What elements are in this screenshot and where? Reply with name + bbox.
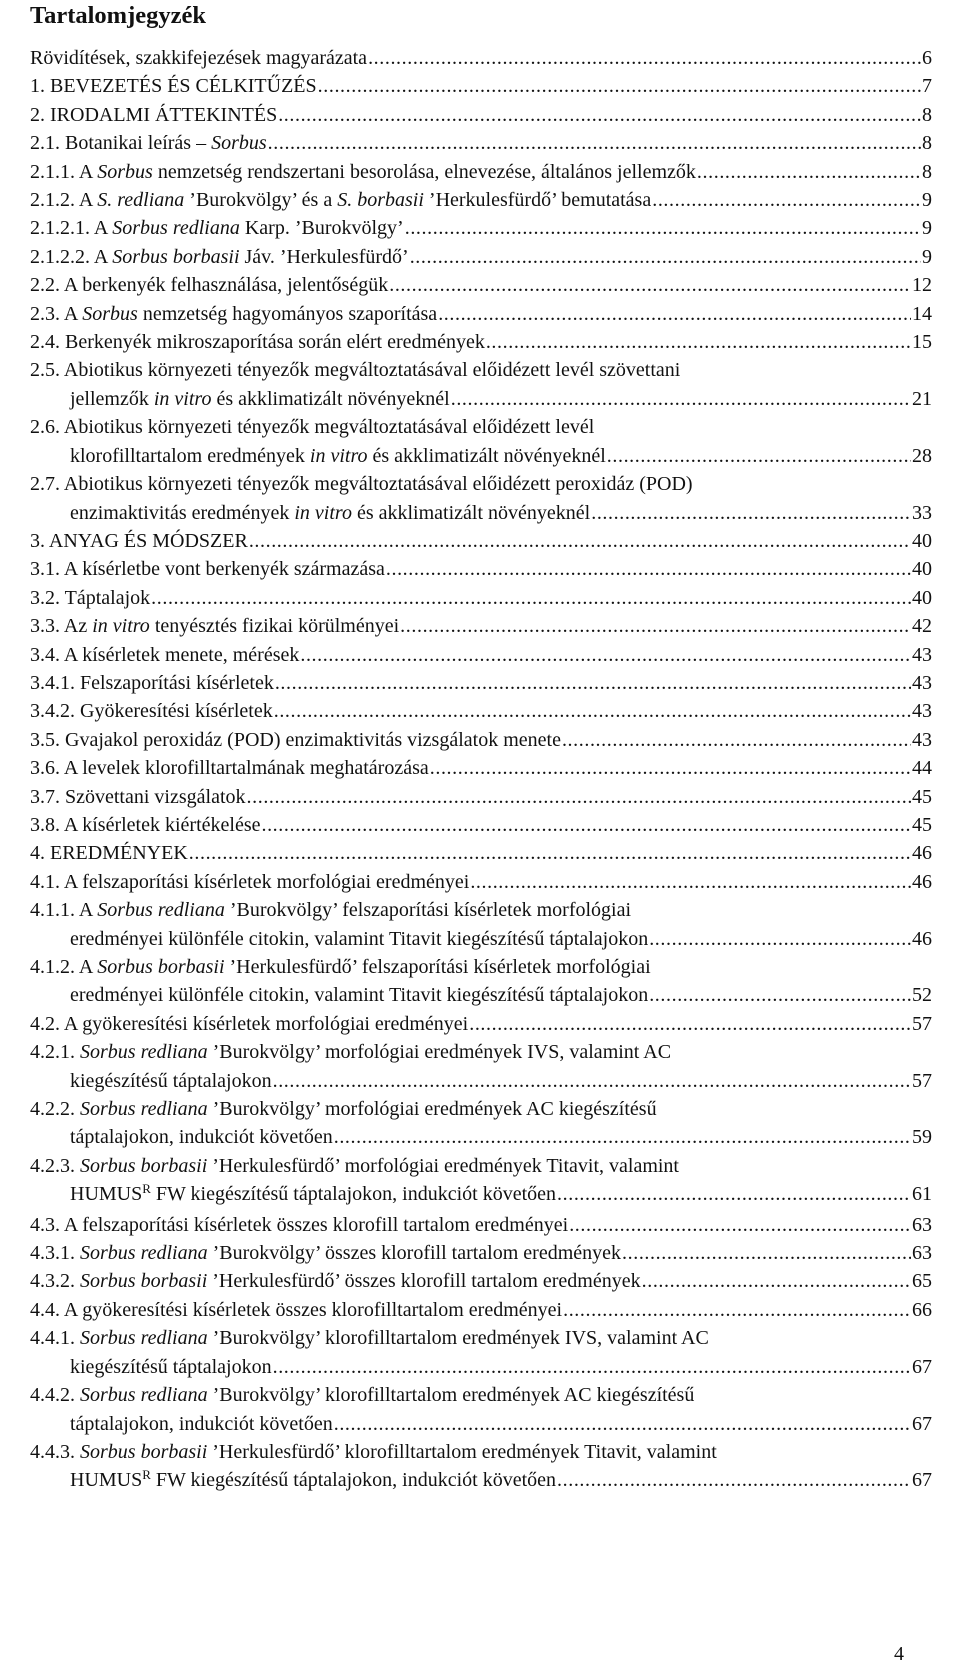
dot-leader: [470, 868, 911, 896]
toc-entry-line: [30, 953, 932, 981]
toc-entry[interactable]: [30, 555, 932, 583]
dot-leader: [334, 1123, 911, 1151]
dot-leader: [247, 783, 911, 811]
toc-entry-continuation: [30, 499, 932, 527]
toc-entry-line: [30, 669, 932, 697]
toc-entry-line: [30, 584, 932, 612]
toc-entry-text: 3.7. Szövettani vizsgálatok: [30, 785, 246, 808]
toc-entry-continuation: [30, 925, 932, 953]
dot-leader: [268, 129, 921, 157]
toc-entry-line: [30, 811, 932, 839]
toc-entry-text: 4.4.2. Sorbus redliana ’Burokvölgy’ klorofilltartalom eredmények AC kiegészítésű: [30, 1384, 695, 1407]
toc-entry-line: [30, 470, 932, 498]
dot-leader: [591, 499, 911, 527]
toc-entry[interactable]: [30, 214, 932, 242]
toc-entry-text: 2.5. Abiotikus környezeti tényezők megváltoztatásával előidézett levél szövettani: [30, 359, 681, 382]
toc-page-number: 44: [912, 757, 932, 780]
toc-entry-text: 2.3. A Sorbus nemzetség hagyományos szaporítása: [30, 302, 438, 325]
toc-entry-text: 4.2. A gyökeresítési kísérletek morfológiai eredményei: [30, 1012, 469, 1035]
toc-entry-text: 2.1.2.2. A Sorbus borbasii Jáv. ’Herkulesfürdő’: [30, 245, 409, 268]
toc-entry[interactable]: [30, 783, 932, 811]
toc-entry-line: [30, 726, 932, 754]
toc-entry-text: eredményei különféle citokin, valamint Titavit kiegészítésű táptalajokon: [70, 984, 649, 1007]
dot-leader: [430, 754, 911, 782]
dot-leader: [649, 925, 911, 953]
toc-entry[interactable]: [30, 1324, 932, 1381]
toc-page-number: 43: [912, 671, 932, 694]
dot-leader: [261, 811, 911, 839]
toc-entry-text: klorofilltartalom eredmények in vitro és akklimatizált növényeknél: [70, 444, 606, 467]
toc-entry-line: [30, 356, 932, 384]
toc-entry-text: 3.4.2. Gyökeresítési kísérletek: [30, 700, 273, 723]
toc-entry-line: [30, 896, 932, 924]
dot-leader: [557, 1180, 911, 1208]
toc-entry-text: Rövidítések, szakkifejezések magyarázata: [30, 47, 368, 69]
toc-entry-text: 3.1. A kísérletbe vont berkenyék származása: [30, 558, 385, 581]
dot-leader: [563, 1296, 911, 1324]
toc-page-number: 67: [912, 1469, 932, 1492]
toc-page-number: 46: [912, 842, 932, 865]
toc-entry[interactable]: [30, 1211, 932, 1239]
toc-entry[interactable]: [30, 1095, 932, 1152]
toc-entry[interactable]: [30, 328, 932, 356]
toc-entry-line: [30, 1095, 932, 1123]
toc-entry[interactable]: [30, 697, 932, 725]
toc-entry-text: 4.3. A felszaporítási kísérletek összes klorofill tartalom eredményei: [30, 1213, 569, 1236]
toc-page-number: 46: [912, 870, 932, 893]
toc-entry-line: [30, 1038, 932, 1066]
toc-entry-line: [30, 839, 932, 867]
toc-entry[interactable]: [30, 1438, 932, 1497]
toc-entry-text: 3.3. Az in vitro tenyésztés fizikai körülményei: [30, 615, 400, 638]
toc-entry-text: 4.3.2. Sorbus borbasii ’Herkulesfürdő’ összes klorofill tartalom eredmények: [30, 1270, 641, 1293]
toc-entry[interactable]: [30, 1296, 932, 1324]
toc-entry-line: [30, 413, 932, 441]
toc-page-number: 67: [912, 1412, 932, 1435]
dot-leader: [278, 101, 921, 129]
toc-entry-text: 3. ANYAG ÉS MÓDSZER: [30, 529, 248, 552]
toc-entry-line: [30, 243, 932, 271]
toc-entry[interactable]: [30, 413, 932, 470]
toc-page-number: 6: [922, 47, 932, 69]
toc-page-number: 61: [912, 1183, 932, 1206]
toc-entry-text: 3.4. A kísérletek menete, mérések: [30, 643, 300, 666]
dot-leader: [622, 1239, 911, 1267]
toc-entry-text: 2.2. A berkenyék felhasználása, jelentőségük: [30, 274, 389, 297]
dot-leader: [389, 271, 911, 299]
toc-entry[interactable]: [30, 1381, 932, 1438]
dot-leader: [652, 186, 921, 214]
dot-leader: [400, 612, 911, 640]
toc-page-number: 14: [912, 302, 932, 325]
toc-entry-continuation: [30, 1123, 932, 1151]
toc-entry-line: [30, 328, 932, 356]
toc-entry-text: 3.2. Táptalajok: [30, 586, 151, 609]
dot-leader: [189, 839, 911, 867]
toc-entry-text: 2. IRODALMI ÁTTEKINTÉS: [30, 103, 278, 126]
toc-entry[interactable]: [30, 1239, 932, 1267]
dot-leader: [405, 214, 921, 242]
dot-leader: [569, 1211, 911, 1239]
toc-entry-line: [30, 555, 932, 583]
dot-leader: [273, 1353, 911, 1381]
toc-entry-text: 4.1.2. A Sorbus borbasii ’Herkulesfürdő’ felszaporítási kísérletek morfológiai: [30, 956, 651, 978]
toc-entry[interactable]: [30, 72, 932, 100]
dot-leader: [275, 669, 911, 697]
toc-entry-continuation: [30, 385, 932, 413]
toc-entry-line: [30, 1324, 932, 1352]
toc-entry[interactable]: [30, 612, 932, 640]
toc-entry-text: 3.5. Gvajakol peroxidáz (POD) enzimaktivitás vizsgálatok menete: [30, 728, 561, 751]
dot-leader: [557, 1466, 911, 1494]
dot-leader: [649, 981, 911, 1009]
toc-entry-line: [30, 868, 932, 896]
toc-entry-line: [30, 1239, 932, 1267]
toc-entry-text: 2.7. Abiotikus környezeti tényezők megváltoztatásával előidézett peroxidáz (POD): [30, 473, 693, 496]
toc-entry-line: [30, 527, 932, 555]
toc-entry[interactable]: [30, 158, 932, 186]
document-page: [30, 0, 932, 1679]
toc-entry-text: 4.4.1. Sorbus redliana ’Burokvölgy’ klorofilltartalom eredmények IVS, valamint AC: [30, 1327, 709, 1350]
toc-page-number: 21: [912, 387, 932, 410]
toc-entry[interactable]: [30, 470, 932, 527]
toc-entry[interactable]: [30, 243, 932, 271]
toc-page-number: 9: [922, 245, 932, 268]
toc-entry-line: [30, 1381, 932, 1409]
toc-page-number: 7: [922, 75, 932, 98]
toc-entry-line: [30, 129, 932, 157]
toc-entry[interactable]: [30, 669, 932, 697]
toc-entry-text: 2.4. Berkenyék mikroszaporítása során elért eredmények: [30, 331, 485, 354]
toc-entry[interactable]: [30, 1152, 932, 1211]
toc-page-number: 65: [912, 1270, 932, 1293]
toc-entry-text: táptalajokon, indukciót követően: [70, 1126, 333, 1149]
toc-page-number: 63: [912, 1242, 932, 1265]
toc-entry-line: [30, 72, 932, 100]
dot-leader: [334, 1410, 911, 1438]
toc-entry-text: 1. BEVEZETÉS ÉS CÉLKITŰZÉS: [30, 75, 317, 98]
toc-entry-continuation: [30, 981, 932, 1009]
dot-leader: [386, 555, 911, 583]
toc-entry-text: 4.4. A gyökeresítési kísérletek összes klorofilltartalom eredményei: [30, 1298, 563, 1321]
toc-page-number: 40: [912, 558, 932, 581]
page-title: Tartalomjegyzék: [30, 2, 206, 29]
toc-entry-line: [30, 44, 932, 72]
toc-entry[interactable]: [30, 300, 932, 328]
toc-entry-line: [30, 697, 932, 725]
dot-leader: [249, 527, 911, 555]
toc-entry-text: 2.1.1. A Sorbus nemzetség rendszertani besorolása, elnevezése, általános jellemzők: [30, 160, 696, 183]
toc-entry-text: 4.2.1. Sorbus redliana ’Burokvölgy’ morfológiai eredmények IVS, valamint AC: [30, 1041, 672, 1064]
toc-entry-line: [30, 1296, 932, 1324]
toc-page-number: 43: [912, 700, 932, 723]
toc-entry[interactable]: [30, 726, 932, 754]
toc-entry-text: kiegészítésű táptalajokon: [70, 1355, 272, 1378]
toc-entry-text: 2.1. Botanikai leírás – Sorbus: [30, 132, 267, 155]
dot-leader: [451, 385, 911, 413]
toc-page-number: 59: [912, 1126, 932, 1149]
toc-page-number: 46: [912, 927, 932, 950]
toc-page-number: 40: [912, 586, 932, 609]
toc-entry-line: [30, 641, 932, 669]
toc-entry[interactable]: [30, 953, 932, 1010]
toc-entry-text: 4. EREDMÉNYEK: [30, 842, 188, 865]
toc-entry[interactable]: [30, 44, 932, 72]
dot-leader: [697, 158, 921, 186]
toc-page-number: 33: [912, 501, 932, 524]
toc-entry-text: 2.6. Abiotikus környezeti tényezők megváltoztatásával előidézett levél: [30, 416, 595, 439]
toc-entry[interactable]: [30, 271, 932, 299]
dot-leader: [607, 442, 911, 470]
toc-page-number: 40: [912, 529, 932, 552]
toc-entry-line: [30, 158, 932, 186]
toc-entry-line: [30, 1267, 932, 1295]
toc-entry-line: [30, 214, 932, 242]
toc-entry-text: 2.1.2.1. A Sorbus redliana Karp. ’Burokvölgy’: [30, 217, 404, 240]
toc-entry-text: kiegészítésű táptalajokon: [70, 1069, 272, 1092]
toc-entry-text: 3.4.1. Felszaporítási kísérletek: [30, 671, 274, 694]
toc-entry-text: $HUMUS^R$ FW kiegészítésű táptalajokon, indukciót követően: [70, 1181, 557, 1206]
toc-entry-line: [30, 1010, 932, 1038]
dot-leader: [410, 243, 921, 271]
toc-entry-text: táptalajokon, indukciót követően: [70, 1412, 333, 1435]
dot-leader: [368, 44, 921, 72]
toc-page-number: 66: [912, 1298, 932, 1321]
toc-entry-line: [30, 1211, 932, 1239]
toc-entry-text: 4.3.1. Sorbus redliana ’Burokvölgy’ összes klorofill tartalom eredmények: [30, 1242, 622, 1265]
toc-entry[interactable]: [30, 839, 932, 867]
toc-entry-text: 4.2.3. Sorbus borbasii ’Herkulesfürdő’ morfológiai eredmények Titavit, valamint: [30, 1154, 679, 1177]
toc-entry-text: 4.1.1. A Sorbus redliana ’Burokvölgy’ felszaporítási kísérletek morfológiai: [30, 899, 632, 922]
toc-entry-line: [30, 783, 932, 811]
toc-page-number: 45: [912, 813, 932, 836]
toc-page-number: 57: [912, 1012, 932, 1035]
dot-leader: [486, 328, 911, 356]
dot-leader: [438, 300, 911, 328]
dot-leader: [151, 584, 911, 612]
toc-page-number: 45: [912, 785, 932, 808]
toc-entry-text: 4.1. A felszaporítási kísérletek morfológiai eredményei: [30, 870, 470, 893]
toc-page-number: 43: [912, 643, 932, 666]
toc-page-number: 28: [912, 444, 932, 467]
toc-page-number: 52: [912, 984, 932, 1007]
toc-entry-line: [30, 186, 932, 214]
toc-entry-continuation: [30, 1353, 932, 1381]
toc-page-number: 8: [922, 132, 932, 155]
toc-entry-continuation: [30, 1180, 932, 1210]
toc-entry-text: $HUMUS^R$ FW kiegészítésű táptalajokon, indukciót követően: [70, 1467, 557, 1492]
toc-entry[interactable]: [30, 811, 932, 839]
dot-leader: [273, 1067, 911, 1095]
toc-entry[interactable]: [30, 101, 932, 129]
dot-leader: [300, 641, 911, 669]
toc-entry-text: 2.1.2. A S. redliana ’Burokvölgy’ és a S. borbasii ’Herkulesfürdő’ bemutatása: [30, 189, 652, 212]
toc-entry-line: [30, 1438, 932, 1466]
toc-entry[interactable]: [30, 641, 932, 669]
toc-entry-text: eredményei különféle citokin, valamint Titavit kiegészítésű táptalajokon: [70, 927, 649, 950]
toc-page-number: 63: [912, 1213, 932, 1236]
toc-page-number: 42: [912, 615, 932, 638]
toc-entry-continuation: [30, 1067, 932, 1095]
toc-page-number: 15: [912, 331, 932, 354]
dot-leader: [274, 697, 911, 725]
table-of-contents: [30, 44, 932, 1497]
toc-page-number: 67: [912, 1355, 932, 1378]
toc-page-number: 8: [922, 103, 932, 126]
toc-entry-text: 3.6. A levelek klorofilltartalmának meghatározása: [30, 757, 429, 780]
toc-entry[interactable]: [30, 527, 932, 555]
toc-entry-text: jellemzők in vitro és akklimatizált növényeknél: [70, 387, 450, 410]
toc-entry[interactable]: [30, 754, 932, 782]
toc-page-number: 12: [912, 274, 932, 297]
dot-leader: [469, 1010, 911, 1038]
toc-entry-line: [30, 1152, 932, 1180]
toc-entry[interactable]: [30, 1038, 932, 1095]
toc-page-number: 9: [922, 189, 932, 212]
dot-leader: [318, 72, 921, 100]
toc-page-number: 57: [912, 1069, 932, 1092]
page-number: 4: [894, 1643, 904, 1665]
toc-entry-text: enzimaktivitás eredmények in vitro és akklimatizált növényeknél: [70, 501, 591, 524]
toc-entry[interactable]: [30, 896, 932, 953]
toc-entry-text: 4.2.2. Sorbus redliana ’Burokvölgy’ morfológiai eredmények AC kiegészítésű: [30, 1098, 657, 1121]
toc-entry-continuation: [30, 1410, 932, 1438]
toc-entry[interactable]: [30, 356, 932, 413]
toc-entry-line: [30, 101, 932, 129]
dot-leader: [562, 726, 911, 754]
toc-page-number: 9: [922, 217, 932, 240]
toc-entry-line: [30, 300, 932, 328]
toc-entry-continuation: [30, 442, 932, 470]
toc-entry-continuation: [30, 1466, 932, 1496]
toc-entry[interactable]: [30, 1267, 932, 1295]
toc-entry[interactable]: [30, 129, 932, 157]
toc-entry-text: 4.4.3. Sorbus borbasii ’Herkulesfürdő’ klorofilltartalom eredmények Titavit, valamint: [30, 1440, 717, 1463]
toc-entry-line: [30, 612, 932, 640]
toc-entry[interactable]: [30, 584, 932, 612]
toc-entry[interactable]: [30, 868, 932, 896]
toc-page-number: 43: [912, 728, 932, 751]
toc-entry-line: [30, 271, 932, 299]
toc-entry[interactable]: [30, 186, 932, 214]
dot-leader: [642, 1267, 911, 1295]
toc-entry-line: [30, 754, 932, 782]
toc-entry[interactable]: [30, 1010, 932, 1038]
toc-page-number: 8: [922, 160, 932, 183]
toc-entry-text: 3.8. A kísérletek kiértékelése: [30, 813, 261, 836]
